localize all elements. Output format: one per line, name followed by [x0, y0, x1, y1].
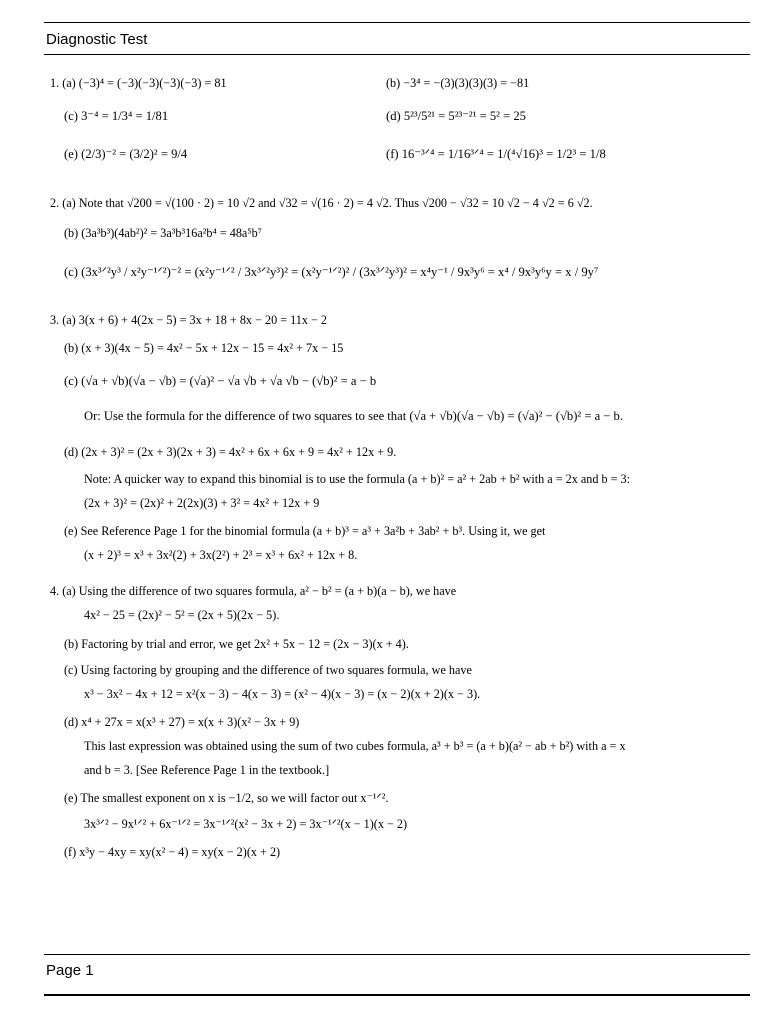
problem-3d: (d) (2x + 3)² = (2x + 3)(2x + 3) = 4x² + 6x + 6x + 9 = 4x² + 12x + 9.: [64, 445, 397, 459]
problem-1b: (b) −3⁴ = −(3)(3)(3)(3) = −81: [386, 76, 530, 90]
problem-1d: (d) 5²³/5²¹ = 5²³⁻²¹ = 5² = 25: [386, 109, 526, 123]
page-header-title: Diagnostic Test: [46, 31, 148, 48]
problem-4d-note-line1: This last expression was obtained using the sum of two cubes formula, a³ + b³ = (a + b)(a² − ab + b²) with a = x: [84, 739, 626, 753]
problem-4e-calc: 3x³ᐟ² − 9x¹ᐟ² + 6x⁻¹ᐟ² = 3x⁻¹ᐟ²(x² − 3x + 2) = 3x⁻¹ᐟ²(x − 1)(x − 2): [84, 817, 408, 831]
problem-3c: (c) (√a + √b)(√a − √b) = (√a)² − √a √b + √a √b − (√b)² = a − b: [64, 374, 377, 388]
problem-1e: (e) (2/3)⁻² = (3/2)² = 9/4: [64, 147, 188, 161]
problem-3d-note: Note: A quicker way to expand this binomial is to use the formula (a + b)² = a² + 2ab + b² with a = 2x and b = 3:: [84, 472, 631, 486]
header-top-rule: [44, 22, 750, 23]
problem-1f: (f) 16⁻³ᐟ⁴ = 1/16³ᐟ⁴ = 1/(⁴√16)³ = 1/2³ = 1/8: [386, 147, 606, 161]
problem-4c: (c) Using factoring by grouping and the difference of two squares formula, we have: [64, 663, 472, 677]
problem-1a: 1. (a) (−3)⁴ = (−3)(−3)(−3)(−3) = 81: [50, 76, 227, 90]
footer-top-rule: [44, 954, 750, 955]
problem-4c-calc: x³ − 3x² − 4x + 12 = x²(x − 3) − 4(x − 3) = (x² − 4)(x − 3) = (x − 2)(x + 2)(x − 3).: [84, 687, 481, 701]
problem-4f: (f) x³y − 4xy = xy(x² − 4) = xy(x − 2)(x + 2): [64, 845, 281, 859]
footer-bottom-rule: [44, 994, 750, 996]
problem-2a: 2. (a) Note that √200 = √(100 · 2) = 10 √2 and √32 = √(16 · 2) = 4 √2. Thus √200 − √32 = 10 √2 − 4 √2 = 6 √2.: [50, 196, 593, 210]
header-bottom-rule: [44, 54, 750, 55]
problem-3e: (e) See Reference Page 1 for the binomial formula (a + b)³ = a³ + 3a²b + 3ab² + b³. Using it, we get: [64, 524, 546, 538]
problem-4e: (e) The smallest exponent on x is −1/2, so we will factor out x⁻¹ᐟ².: [64, 791, 389, 805]
page-number-label: Page 1: [46, 962, 94, 979]
problem-1c: (c) 3⁻⁴ = 1/3⁴ = 1/81: [64, 109, 169, 123]
problem-4d: (d) x⁴ + 27x = x(x³ + 27) = x(x + 3)(x² − 3x + 9): [64, 715, 300, 729]
problem-3b: (b) (x + 3)(4x − 5) = 4x² − 5x + 12x − 15 = 4x² + 7x − 15: [64, 341, 344, 355]
problem-2c: (c) (3x³ᐟ²y³ / x²y⁻¹ᐟ²)⁻² = (x²y⁻¹ᐟ² / 3x³ᐟ²y³)² = (x²y⁻¹ᐟ²)² / (3x³ᐟ²y³)² = x⁴y⁻¹ / 9x³y⁶ = x⁴ / 9x³y⁶y = x / 9y⁷: [64, 265, 599, 279]
problem-3e-calc: (x + 2)³ = x³ + 3x²(2) + 3x(2²) + 2³ = x³ + 6x² + 12x + 8.: [84, 548, 358, 562]
problem-4a: 4. (a) Using the difference of two squares formula, a² − b² = (a + b)(a − b), we have: [50, 584, 457, 598]
problem-3a: 3. (a) 3(x + 6) + 4(2x − 5) = 3x + 18 + 8x − 20 = 11x − 2: [50, 313, 328, 327]
problem-2b: (b) (3a³b³)(4ab²)² = 3a³b³16a²b⁴ = 48a⁵b⁷: [64, 226, 262, 240]
problem-4d-note-line2: and b = 3. [See Reference Page 1 in the textbook.]: [84, 763, 330, 777]
problem-3c-or: Or: Use the formula for the difference of two squares to see that (√a + √b)(√a − √b) = (√a)² − (√b)² = a − b.: [84, 409, 624, 423]
problem-4b: (b) Factoring by trial and error, we get 2x² + 5x − 12 = (2x − 3)(x + 4).: [64, 637, 409, 651]
problem-3d-calc: (2x + 3)² = (2x)² + 2(2x)(3) + 3² = 4x² + 12x + 9: [84, 496, 320, 510]
problem-4a-calc: 4x² − 25 = (2x)² − 5² = (2x + 5)(2x − 5).: [84, 608, 280, 622]
